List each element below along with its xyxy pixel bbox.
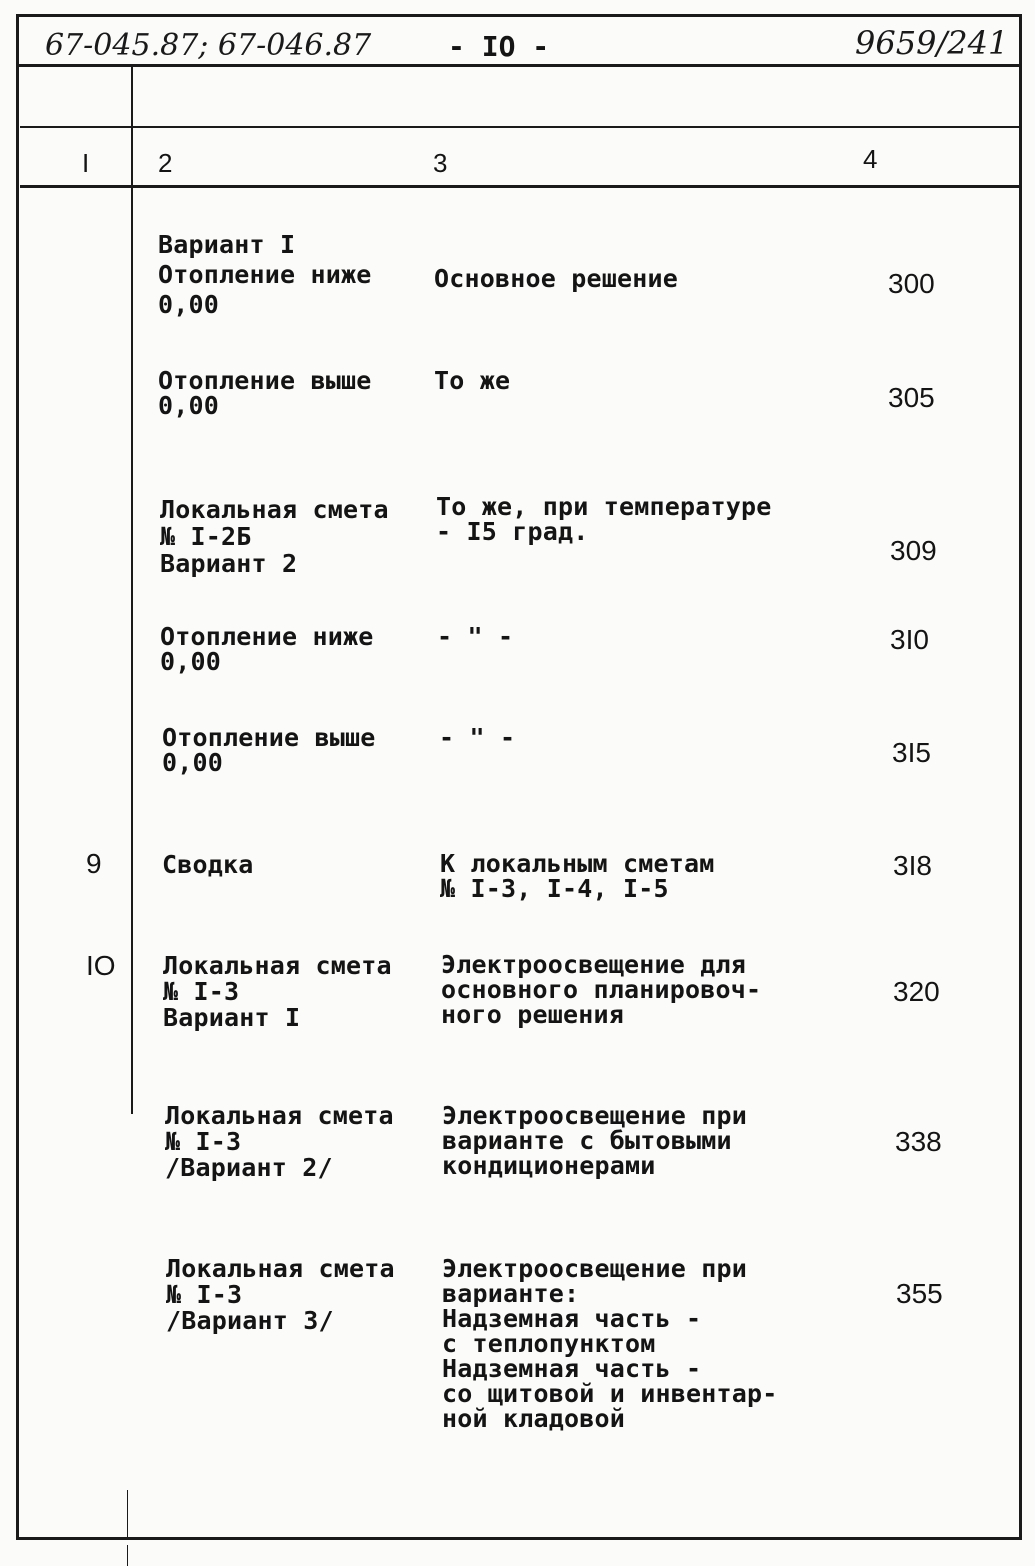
table-row-page: 3I5 (892, 737, 931, 768)
table-row-description: Электроосвещение для основного планировоч- ного решения (441, 950, 762, 1029)
table-row-item: Отопление выше 0,00 (162, 723, 376, 777)
table-row-description: То же (434, 366, 511, 395)
table-row-description: Электроосвещение при варианте: Надземная часть - с теплопунктом Надземная часть - со щитовой и инвентар- ной кладовой (442, 1254, 778, 1433)
table-row-page: 300 (888, 268, 935, 299)
column-header-1: I (82, 148, 90, 178)
table-row-description: - " - (437, 622, 514, 651)
table-row-description: К локальным сметам № I-3, I-4, I-5 (440, 849, 715, 903)
page-number: - IO - (448, 30, 550, 63)
table-row-description: - " - (439, 723, 516, 752)
table-row-description: Основное решение (434, 264, 679, 293)
table-row-page: 305 (888, 382, 935, 413)
table-row-item: Отопление выше 0,00 (158, 366, 372, 420)
doc-codes: 67-045.87; 67-046.87 (45, 28, 372, 63)
column-divider-fragment (127, 1490, 128, 1540)
table-row-item: Локальная смета № I-3 /Вариант 2/ (165, 1101, 394, 1182)
table-row-page: 338 (895, 1126, 942, 1157)
table-row-item: Отопление ниже 0,00 (160, 622, 374, 676)
column-header-bottom-line (20, 185, 1020, 188)
table-row-page: 320 (893, 976, 940, 1007)
table-row-page: 3I0 (890, 624, 929, 655)
table-row-item: Сводка (162, 850, 254, 879)
table-row-number: 9 (86, 848, 102, 879)
table-row-page: 309 (890, 535, 937, 566)
column-header-top-line (20, 126, 1020, 128)
sheet-reference: 9659/241 (855, 24, 1009, 62)
table-row-item: Локальная смета № I-3 Вариант I (163, 951, 392, 1032)
column-header-2: 2 (158, 148, 173, 178)
header-divider (16, 64, 1022, 67)
table-row-page: 355 (896, 1278, 943, 1309)
table-row-number: IO (86, 950, 116, 981)
table-row-description: То же, при температуре - I5 град. (436, 492, 772, 546)
column-header-3: 3 (433, 148, 448, 178)
column-divider (131, 64, 133, 1114)
table-row-item: Локальная смета № I-2Б Вариант 2 (160, 495, 389, 578)
table-row-page: 3I8 (893, 850, 932, 881)
column-divider-fragment (127, 1545, 128, 1566)
table-row-item: Вариант I Отопление ниже 0,00 (158, 230, 372, 319)
table-row-item: Локальная смета № I-3 /Вариант 3/ (166, 1254, 395, 1335)
column-header-4: 4 (863, 144, 878, 174)
table-row-description: Электроосвещение при варианте с бытовыми кондиционерами (442, 1101, 748, 1180)
